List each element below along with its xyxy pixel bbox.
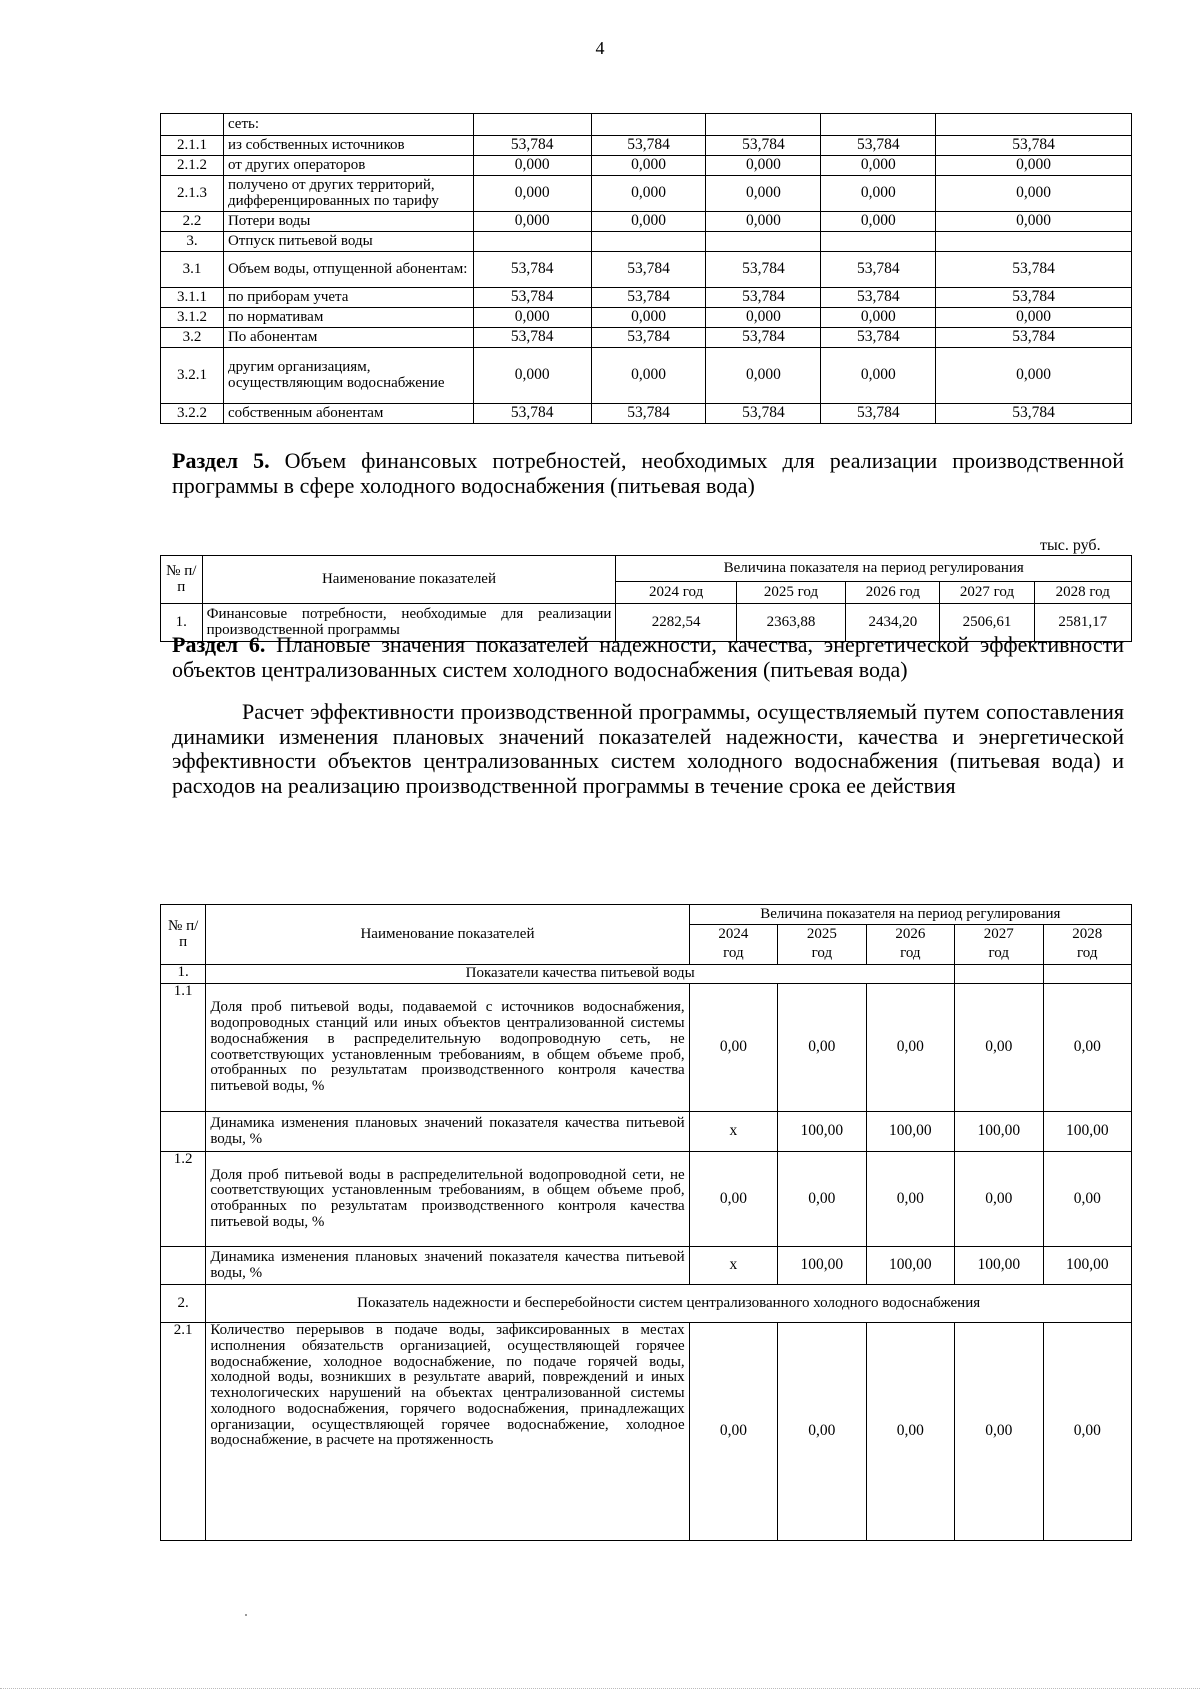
t2-row-name: Финансовые потребности, необходимые для реализации производственной программы xyxy=(202,604,616,642)
row-code: 3.1.2 xyxy=(161,308,224,328)
row-value: 53,784 xyxy=(821,252,936,288)
row-value: 0,000 xyxy=(591,308,706,328)
t3-value: 100,00 xyxy=(866,1247,954,1285)
row-value: 0,000 xyxy=(936,348,1132,404)
row-code: 3. xyxy=(161,232,224,252)
row-value: 0,000 xyxy=(936,156,1132,176)
row-value: 0,000 xyxy=(936,212,1132,232)
row-value: 0,000 xyxy=(591,176,706,212)
t3-value: 100,00 xyxy=(955,1247,1043,1285)
row-value: 53,784 xyxy=(821,288,936,308)
page-number: 4 xyxy=(595,38,605,58)
row-value: 0,000 xyxy=(821,308,936,328)
table-row xyxy=(161,232,1132,252)
row-name: по нормативам xyxy=(223,308,473,328)
row-value: 0,000 xyxy=(473,156,591,176)
t2-row-code: 1. xyxy=(161,604,203,642)
t3-value: 0,00 xyxy=(866,1323,954,1541)
row-name: сеть: xyxy=(223,114,473,136)
section6-heading xyxy=(172,632,1124,682)
t3-value: 100,00 xyxy=(1043,1112,1131,1152)
row-value: 53,784 xyxy=(473,136,591,156)
t3-value: 100,00 xyxy=(778,1247,866,1285)
table-row xyxy=(161,308,1132,328)
row-value: 53,784 xyxy=(706,252,821,288)
row-value: 53,784 xyxy=(936,404,1132,424)
row-name: другим организациям, осуществляющим водоснабжение xyxy=(223,348,473,404)
row-name: Объем воды, отпущенной абонентам: xyxy=(223,252,473,288)
t3-value: 0,00 xyxy=(689,1152,777,1247)
row-value: 53,784 xyxy=(473,252,591,288)
row-value: 0,000 xyxy=(821,156,936,176)
t3-row-code: 1.2 xyxy=(161,1152,206,1247)
row-value: 53,784 xyxy=(706,328,821,348)
row-name: из собственных источников xyxy=(223,136,473,156)
t3-year-suffix: год xyxy=(1043,945,1131,965)
row-code: 3.2.1 xyxy=(161,348,224,404)
row-code xyxy=(161,114,224,136)
t3-value: 0,00 xyxy=(778,1323,866,1541)
t3-header-num: № п/п xyxy=(161,905,206,965)
t2-year: 2027 год xyxy=(940,582,1034,604)
t3-value: 0,00 xyxy=(866,1152,954,1247)
row-value: 53,784 xyxy=(473,288,591,308)
t3-header-period: Величина показателя на период регулирования xyxy=(689,905,1131,925)
row-name: Отпуск питьевой воды xyxy=(223,232,473,252)
row-value: 0,000 xyxy=(706,176,821,212)
t2-value: 2506,61 xyxy=(940,604,1034,642)
t3-group-title: Показатели качества питьевой воды xyxy=(206,965,955,984)
section5-label: Раздел 5. xyxy=(172,448,270,473)
t3-value: 0,00 xyxy=(689,1323,777,1541)
row-code: 2.1.3 xyxy=(161,176,224,212)
t2-year: 2025 год xyxy=(736,582,845,604)
t2-year: 2024 год xyxy=(616,582,736,604)
row-code: 3.2 xyxy=(161,328,224,348)
row-value: 53,784 xyxy=(936,136,1132,156)
row-name: собственным абонентам xyxy=(223,404,473,424)
indicators-table xyxy=(160,904,1132,1541)
t3-row-name: Доля проб питьевой воды, подаваемой с источников водоснабжения, водопроводных станций или иных объектов централизованной системы водоснабжения в распределительную водопроводную сеть, не соответствующих установленным требованиям, в общем объеме проб, отобранных по результатам производственного контроля качества питьевой воды, % xyxy=(206,984,689,1112)
table-row xyxy=(161,404,1132,424)
section6-paragraph: Расчет эффективности производственной программы, осуществляемый путем сопоставления динамики изменения плановых значений показателей надежности, качества и энергетической эффективности объектов централизованных систем холодного водоснабжения (питьевая вода) и расходов на реализацию производственной программы в течение срока ее действия xyxy=(172,699,1124,798)
row-value: 53,784 xyxy=(821,404,936,424)
t3-value: 0,00 xyxy=(955,984,1043,1112)
table-row xyxy=(161,212,1132,232)
table-row xyxy=(161,288,1132,308)
row-value: 53,784 xyxy=(591,288,706,308)
t3-year-suffix: год xyxy=(955,945,1043,965)
t3-group-code: 1. xyxy=(161,965,206,984)
section5-title: Объем финансовых потребностей, необходимых для реализации производственной программы в сфере холодного водоснабжения (питьевая вода) xyxy=(172,448,1125,498)
t3-year: 2026 xyxy=(866,925,954,945)
t3-value: х xyxy=(689,1112,777,1152)
t3-group-code: 2. xyxy=(161,1285,206,1323)
row-value: 53,784 xyxy=(591,136,706,156)
table-row xyxy=(161,156,1132,176)
row-name: по приборам учета xyxy=(223,288,473,308)
row-name: По абонентам xyxy=(223,328,473,348)
t2-header-name: Наименование показателей xyxy=(202,556,616,604)
row-value: 0,000 xyxy=(706,308,821,328)
t3-year: 2028 xyxy=(1043,925,1131,945)
row-value: 0,000 xyxy=(706,348,821,404)
row-value: 53,784 xyxy=(821,136,936,156)
water-balance-table xyxy=(160,113,1132,424)
t3-row-code: 2.1 xyxy=(161,1323,206,1541)
row-value: 0,000 xyxy=(821,348,936,404)
row-value: 53,784 xyxy=(936,252,1132,288)
row-name: от других операторов xyxy=(223,156,473,176)
t3-row-name: Динамика изменения плановых значений показателя качества питьевой воды, % xyxy=(206,1247,689,1285)
t3-value: 0,00 xyxy=(866,984,954,1112)
scan-edge-line xyxy=(0,1688,1200,1690)
row-value xyxy=(936,114,1132,136)
row-value: 53,784 xyxy=(936,288,1132,308)
row-code: 2.1.1 xyxy=(161,136,224,156)
t2-year: 2026 год xyxy=(846,582,940,604)
section6-label: Раздел 6. xyxy=(172,632,266,657)
section5-heading xyxy=(172,448,1124,498)
row-value: 0,000 xyxy=(706,212,821,232)
section6-title: Плановые значения показателей надежности, качества, энергетической эффективности объектов централизованных систем холодного водоснабжения (питьевая вода) xyxy=(172,632,1125,682)
t2-header-period: Величина показателя на период регулирования xyxy=(616,556,1132,582)
t2-value: 2282,54 xyxy=(616,604,736,642)
t3-row-name: Количество перерывов в подаче воды, зафиксированных в местах исполнения обязательств организацией, осуществляющей горячее водоснабжение, холодное водоснабжение, по подаче горячей воды, холодной воды, возникших в результате аварий, повреждений и иных технологических нарушений на объектах централизованной системы холодного водоснабжения, горячего водоснабжения, принадлежащих организации, осуществляющей горячее водоснабжение, холодное водоснабжение, в расчете на протяженность xyxy=(206,1323,689,1541)
row-value: 0,000 xyxy=(473,348,591,404)
row-value: 0,000 xyxy=(473,176,591,212)
t3-value: 0,00 xyxy=(1043,1152,1131,1247)
t3-value: 0,00 xyxy=(689,984,777,1112)
row-value: 0,000 xyxy=(936,176,1132,212)
t3-value: 100,00 xyxy=(955,1112,1043,1152)
row-value: 0,000 xyxy=(591,348,706,404)
row-value xyxy=(821,114,936,136)
row-value: 53,784 xyxy=(591,252,706,288)
row-value: 0,000 xyxy=(936,308,1132,328)
row-value: 53,784 xyxy=(706,288,821,308)
row-code: 3.2.2 xyxy=(161,404,224,424)
table-row xyxy=(161,176,1132,212)
row-value xyxy=(706,232,821,252)
table-row xyxy=(161,136,1132,156)
t3-year: 2024 xyxy=(689,925,777,945)
row-value xyxy=(821,232,936,252)
t3-header-name: Наименование показателей xyxy=(206,905,689,965)
t3-year-suffix: год xyxy=(866,945,954,965)
table-row xyxy=(161,114,1132,136)
t2-header-num: № п/п xyxy=(161,556,203,604)
row-value xyxy=(591,114,706,136)
t3-value: 0,00 xyxy=(778,984,866,1112)
row-value: 0,000 xyxy=(821,176,936,212)
t3-value: 100,00 xyxy=(778,1112,866,1152)
row-value: 53,784 xyxy=(591,328,706,348)
financial-needs-table xyxy=(160,555,1132,642)
row-code: 3.1 xyxy=(161,252,224,288)
row-value xyxy=(473,232,591,252)
table-row xyxy=(161,348,1132,404)
row-value: 0,000 xyxy=(706,156,821,176)
row-value: 53,784 xyxy=(473,328,591,348)
scan-speck xyxy=(245,1614,247,1616)
unit-label: тыс. руб. xyxy=(1040,537,1101,554)
row-value xyxy=(706,114,821,136)
t2-value: 2434,20 xyxy=(846,604,940,642)
row-code: 2.2 xyxy=(161,212,224,232)
t3-year: 2025 xyxy=(778,925,866,945)
row-value: 0,000 xyxy=(591,156,706,176)
t3-year: 2027 xyxy=(955,925,1043,945)
row-value: 0,000 xyxy=(591,212,706,232)
t3-year-suffix: год xyxy=(778,945,866,965)
table-row xyxy=(161,328,1132,348)
t3-year-suffix: год xyxy=(689,945,777,965)
row-code: 2.1.2 xyxy=(161,156,224,176)
t2-value: 2581,17 xyxy=(1034,604,1131,642)
t3-row-name: Доля проб питьевой воды в распределительной водопроводной сети, не соответствующих установленным требованиям, в общем объеме проб, отобранных по результатам производственного контроля качества питьевой воды, % xyxy=(206,1152,689,1247)
row-name: получено от других территорий, дифференцированных по тарифу xyxy=(223,176,473,212)
row-value: 53,784 xyxy=(706,136,821,156)
row-value: 0,000 xyxy=(473,212,591,232)
row-value xyxy=(591,232,706,252)
t3-value: 0,00 xyxy=(955,1323,1043,1541)
row-value: 53,784 xyxy=(473,404,591,424)
t3-group-title: Показатель надежности и бесперебойности систем централизованного холодного водоснабжения xyxy=(206,1285,1132,1323)
row-value: 0,000 xyxy=(473,308,591,328)
row-value xyxy=(936,232,1132,252)
table-row xyxy=(161,252,1132,288)
row-value: 53,784 xyxy=(706,404,821,424)
row-value: 53,784 xyxy=(936,328,1132,348)
t3-value: 100,00 xyxy=(1043,1247,1131,1285)
t3-row-code: 1.1 xyxy=(161,984,206,1112)
row-code: 3.1.1 xyxy=(161,288,224,308)
row-value xyxy=(473,114,591,136)
row-value: 53,784 xyxy=(821,328,936,348)
t3-value: 0,00 xyxy=(955,1152,1043,1247)
t3-value: 0,00 xyxy=(1043,984,1131,1112)
row-value: 53,784 xyxy=(591,404,706,424)
t2-value: 2363,88 xyxy=(736,604,845,642)
t3-value: 0,00 xyxy=(778,1152,866,1247)
t3-value: 0,00 xyxy=(1043,1323,1131,1541)
t3-value: х xyxy=(689,1247,777,1285)
t3-value: 100,00 xyxy=(866,1112,954,1152)
t2-year: 2028 год xyxy=(1034,582,1131,604)
row-name: Потери воды xyxy=(223,212,473,232)
t3-row-name: Динамика изменения плановых значений показателя качества питьевой воды, % xyxy=(206,1112,689,1152)
row-value: 0,000 xyxy=(821,212,936,232)
